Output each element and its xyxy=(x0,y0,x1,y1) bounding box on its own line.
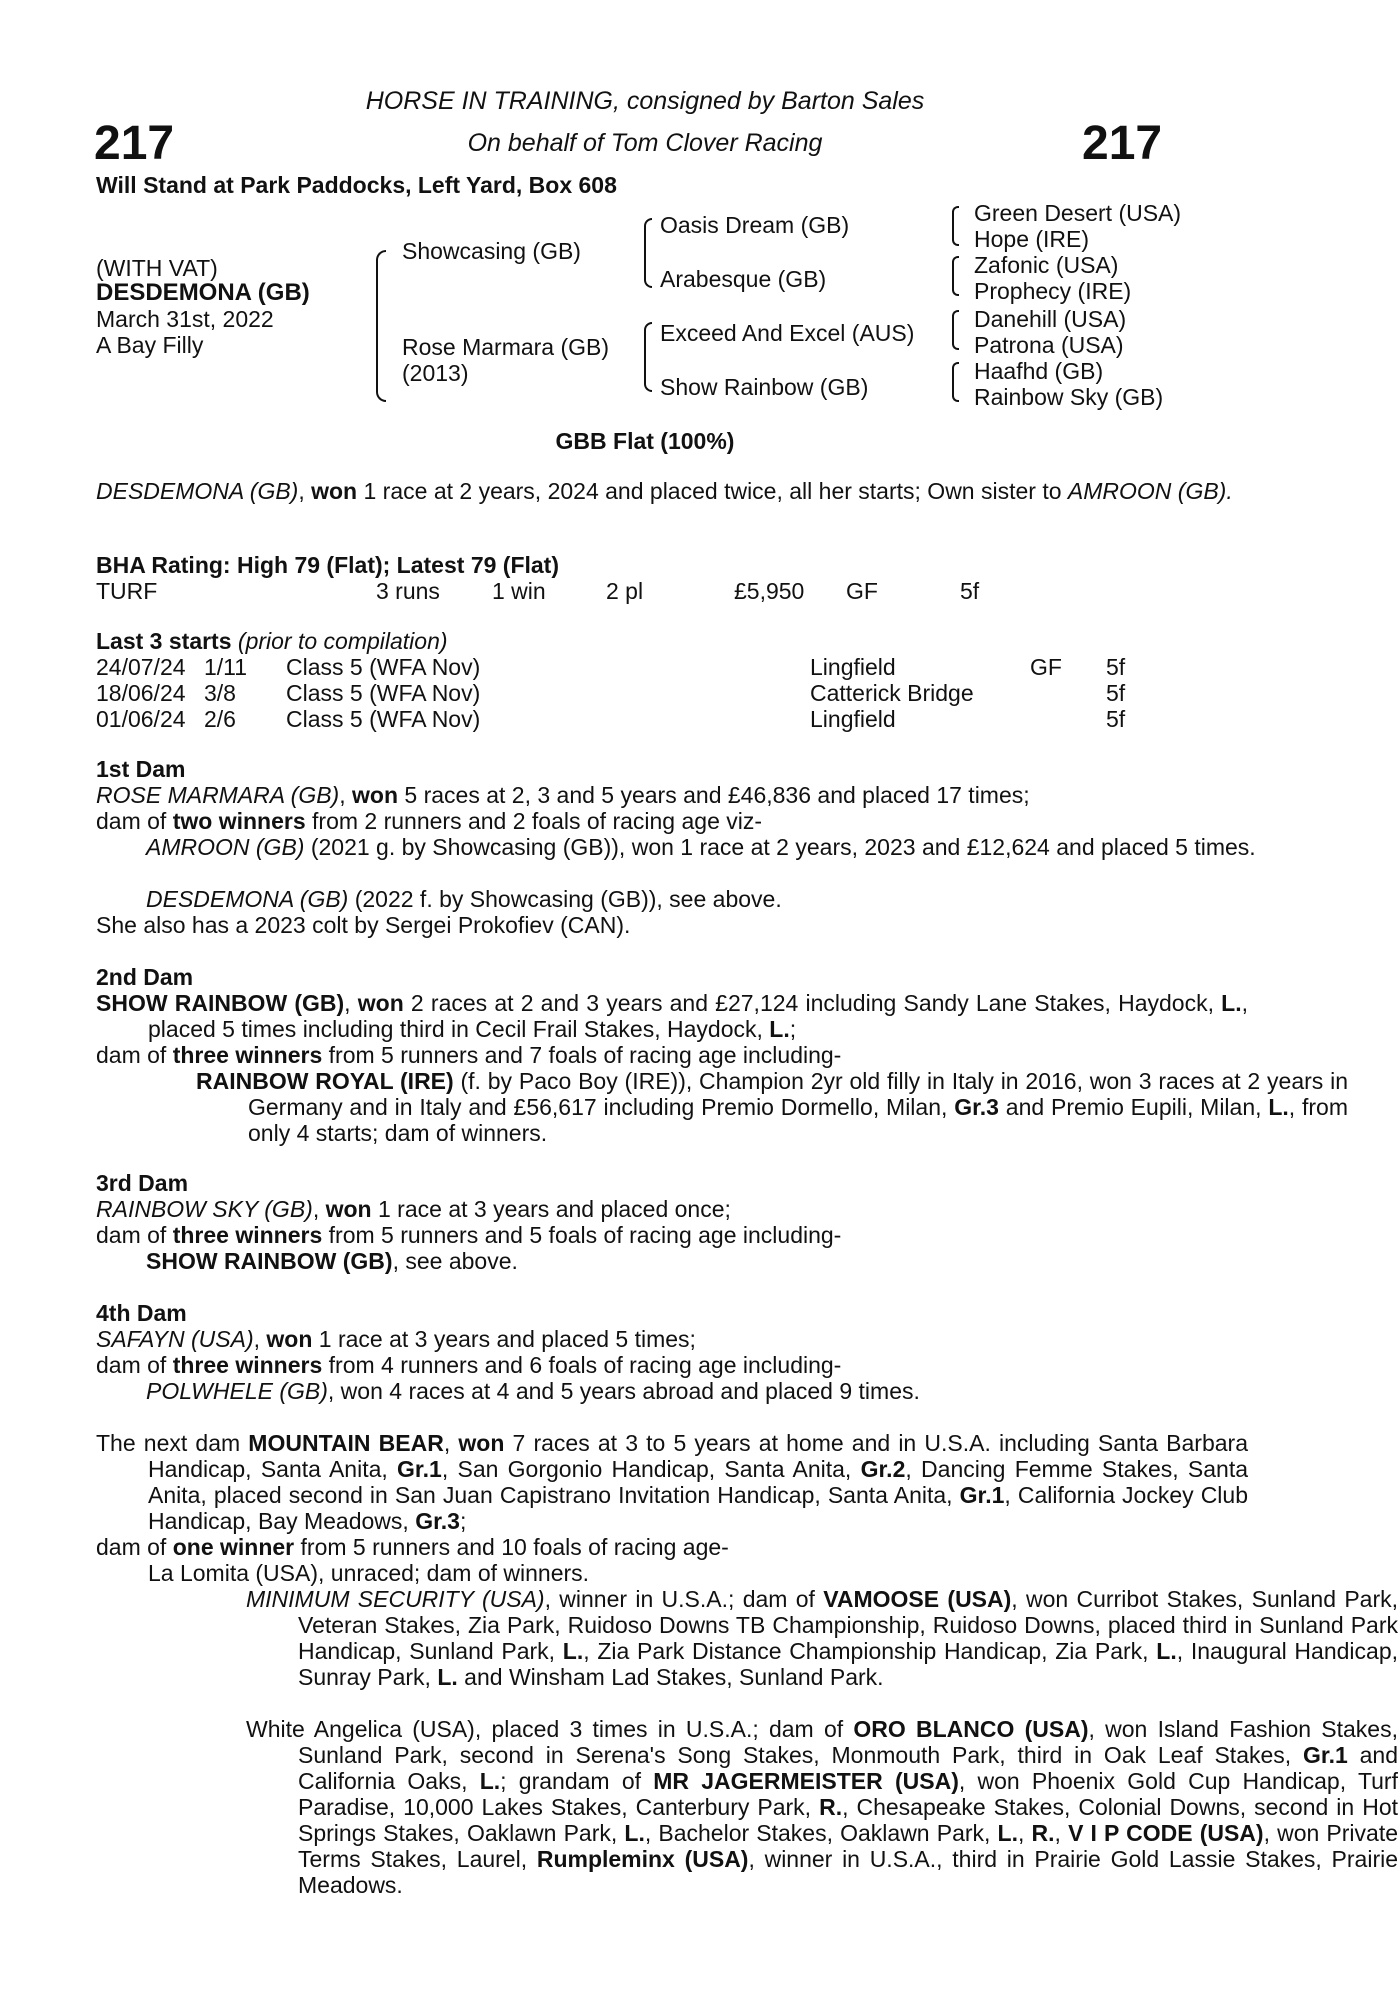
pedigree-dam-year: (2013) xyxy=(402,360,469,386)
summary-sister: AMROON (GB). xyxy=(1067,478,1233,504)
rating-placed: 2 pl xyxy=(606,578,644,604)
pedigree-sds: Zafonic (USA) xyxy=(974,252,1119,278)
rating-row xyxy=(96,578,1196,604)
pedigree-dam-sire: Exceed And Excel (AUS) xyxy=(660,320,915,346)
dam1-line5: She also has a 2023 colt by Sergei Prokofiev (CAN). xyxy=(96,912,631,938)
rating-wins: 1 win xyxy=(492,578,546,604)
pedigree-brace-6 xyxy=(952,310,959,350)
start-pos: 2/6 xyxy=(204,706,236,732)
start-dist: 5f xyxy=(1106,706,1126,732)
dam4-progeny-1: POLWHELE (GB), won 4 races at 4 and 5 years abroad and placed 9 times. xyxy=(146,1378,920,1404)
start-course: Lingfield xyxy=(810,654,896,680)
start-course: Catterick Bridge xyxy=(810,680,974,706)
starts-heading xyxy=(96,628,448,654)
start-date: 24/07/24 xyxy=(96,654,186,680)
dam2-progeny-1: RAINBOW ROYAL (IRE) (f. by Paco Boy (IRE)), Champion 2yr old filly in Italy in 2016, won 3 races at 2 years in Germany and in Italy and £56,617 including Premio Dormello, Milan, Gr.3 and Premio Eupili, Milan, L., from only 4 starts; dam of winners. xyxy=(196,1068,1349,1146)
stand-location: Will Stand at Park Paddocks, Left Yard, Box 608 xyxy=(96,172,617,198)
start-course: Lingfield xyxy=(810,706,896,732)
dam3-line1: RAINBOW SKY (GB), won 1 race at 3 years and placed once; xyxy=(96,1196,731,1222)
dam2-line2: dam of three winners from 5 runners and 7 foals of racing age including- xyxy=(96,1042,842,1068)
next-dam-line3: La Lomita (USA), unraced; dam of winners. xyxy=(148,1560,590,1586)
start-dist: 5f xyxy=(1106,654,1126,680)
dam3-progeny-1: SHOW RAINBOW (GB), see above. xyxy=(146,1248,518,1274)
pedigree-brace-3 xyxy=(644,322,652,392)
start-row xyxy=(96,654,1196,680)
horse-name: DESDEMONA (GB) xyxy=(96,279,310,306)
summary-won: won xyxy=(311,478,358,504)
page-title: HORSE IN TRAINING, consigned by Barton Sales xyxy=(365,87,925,115)
rating-going: GF xyxy=(846,578,878,604)
pedigree-brace-4 xyxy=(952,206,959,246)
dam1-line1: ROSE MARMARA (GB), won 5 races at 2, 3 and 5 years and £46,836 and placed 17 times; xyxy=(96,782,1030,808)
dam2-title: 2nd Dam xyxy=(96,964,194,990)
start-class: Class 5 (WFA Nov) xyxy=(286,680,481,706)
dam4-line1: SAFAYN (USA), won 1 race at 3 years and placed 5 times; xyxy=(96,1326,696,1352)
dam3-line2: dam of three winners from 5 runners and 5 foals of racing age including- xyxy=(96,1222,842,1248)
pedigree-brace-2 xyxy=(644,218,652,288)
dam1-progeny-2: DESDEMONA (GB) (2022 f. by Showcasing (GB)), see above. xyxy=(146,886,782,912)
pedigree-dsd: Patrona (USA) xyxy=(974,332,1124,358)
starts-note: (prior to compilation) xyxy=(237,628,448,654)
pedigree-dss: Danehill (USA) xyxy=(974,306,1127,332)
pedigree-ssd: Hope (IRE) xyxy=(974,226,1090,252)
rating-surface: TURF xyxy=(96,578,158,604)
start-row xyxy=(96,706,1196,732)
summary-name: DESDEMONA (GB) xyxy=(96,478,299,504)
next-dam-paragraph: The next dam MOUNTAIN BEAR, won 7 races at 3 to 5 years at home and in U.S.A. including Santa Barbara Handicap, Santa Anita, Gr.1, San Gorgonio Handicap, Santa Anita, Gr.2, Dancing Femme Stakes, Santa Anita, placed second in San Juan Capistrano Invitation Handicap, Santa Anita, Gr.1, California Jockey Club Handicap, Bay Meadows, Gr.3; xyxy=(96,1430,1249,1534)
lot-number-left: 217 xyxy=(94,117,175,170)
next-dam-line2: dam of one winner from 5 runners and 10 foals of racing age- xyxy=(96,1534,729,1560)
pedigree-brace-7 xyxy=(952,362,959,402)
rating-runs: 3 runs xyxy=(376,578,440,604)
start-date: 01/06/24 xyxy=(96,706,186,732)
start-pos: 3/8 xyxy=(204,680,236,706)
start-class: Class 5 (WFA Nov) xyxy=(286,706,481,732)
page-subtitle: On behalf of Tom Clover Racing xyxy=(467,129,823,157)
pedigree-sire: Showcasing (GB) xyxy=(402,238,581,264)
pedigree-sire-dam: Arabesque (GB) xyxy=(660,266,827,292)
pedigree-brace-1 xyxy=(376,250,386,402)
pedigree-sdd: Prophecy (IRE) xyxy=(974,278,1132,304)
start-row xyxy=(96,680,1196,706)
pedigree-ddd: Rainbow Sky (GB) xyxy=(974,384,1164,410)
dam1-title: 1st Dam xyxy=(96,756,186,782)
next-dam-progeny-1: MINIMUM SECURITY (USA), winner in U.S.A.; dam of VAMOOSE (USA), won Curribot Stakes, Sunland Park, Veteran Stakes, Zia Park, Ruidoso Downs TB Championship, Ruidoso Downs, placed third in Sunland Park Handicap, Sunland Park, L., Zia Park Distance Championship Handicap, Zia Park, L., Inaugural Handicap, Sunray Park, L. and Winsham Lad Stakes, Sunland Park. xyxy=(246,1586,1398,1690)
pedigree-dam: Rose Marmara (GB) xyxy=(402,334,610,360)
start-pos: 1/11 xyxy=(204,654,248,680)
horse-dob: March 31st, 2022 xyxy=(96,306,274,332)
dam1-progeny-1: AMROON (GB) (2021 g. by Showcasing (GB)), won 1 race at 2 years, 2023 and £12,624 and placed 5 times. xyxy=(146,834,1256,860)
dam4-title: 4th Dam xyxy=(96,1300,187,1326)
horse-description: A Bay Filly xyxy=(96,332,204,358)
gbb-label: GBB Flat (100%) xyxy=(555,428,735,454)
lot-number-right: 217 xyxy=(1082,117,1163,170)
pedigree-brace-5 xyxy=(952,256,959,296)
pedigree-sss: Green Desert (USA) xyxy=(974,200,1182,226)
dam3-title: 3rd Dam xyxy=(96,1170,189,1196)
start-dist: 5f xyxy=(1106,680,1126,706)
rating-distance: 5f xyxy=(960,578,980,604)
dam2-paragraph: SHOW RAINBOW (GB), won 2 races at 2 and 3 years and £27,124 including Sandy Lane Stakes, Haydock, L., placed 5 times including third in Cecil Frail Stakes, Haydock, L.; xyxy=(96,990,1249,1042)
rating-earnings: £5,950 xyxy=(734,578,805,604)
vat-note: (WITH VAT) xyxy=(96,255,218,281)
rating-title: BHA Rating: High 79 (Flat); Latest 79 (Flat) xyxy=(96,552,559,578)
start-class: Class 5 (WFA Nov) xyxy=(286,654,481,680)
next-dam-progeny-2: White Angelica (USA), placed 3 times in U.S.A.; dam of ORO BLANCO (USA), won Island Fashion Stakes, Sunland Park, second in Serena's Song Stakes, Monmouth Park, third in Oak Leaf Stakes, Gr.1 and California Oaks, L.; grandam of MR JAGERMEISTER (USA), won Phoenix Gold Cup Handicap, Turf Paradise, 10,000 Lakes Stakes, Canterbury Park, R., Chesapeake Stakes, Colonial Downs, second in Hot Springs Stakes, Oaklawn Park, L., Bachelor Stakes, Oaklawn Park, L., R., V I P CODE (USA), won Private Terms Stakes, Laurel, Rumpleminx (USA), winner in U.S.A., third in Prairie Gold Lassie Stakes, Prairie Meadows. xyxy=(246,1716,1398,1898)
summary-text: 1 race at 2 years, 2024 and placed twice, all her starts; Own sister to xyxy=(357,478,1062,504)
pedigree-sire-sire: Oasis Dream (GB) xyxy=(660,212,850,238)
summary-paragraph: DESDEMONA (GB), won 1 race at 2 years, 2024 and placed twice, all her starts; Own sister to AMROON (GB). xyxy=(96,478,1233,504)
dam4-line2: dam of three winners from 4 runners and 6 foals of racing age including- xyxy=(96,1352,842,1378)
pedigree-dam-dam: Show Rainbow (GB) xyxy=(660,374,869,400)
start-going: GF xyxy=(1030,654,1062,680)
pedigree-dds: Haafhd (GB) xyxy=(974,358,1104,384)
starts-title: Last 3 starts xyxy=(96,628,232,654)
dam1-line2: dam of two winners from 2 runners and 2 foals of racing age viz- xyxy=(96,808,763,834)
start-date: 18/06/24 xyxy=(96,680,186,706)
